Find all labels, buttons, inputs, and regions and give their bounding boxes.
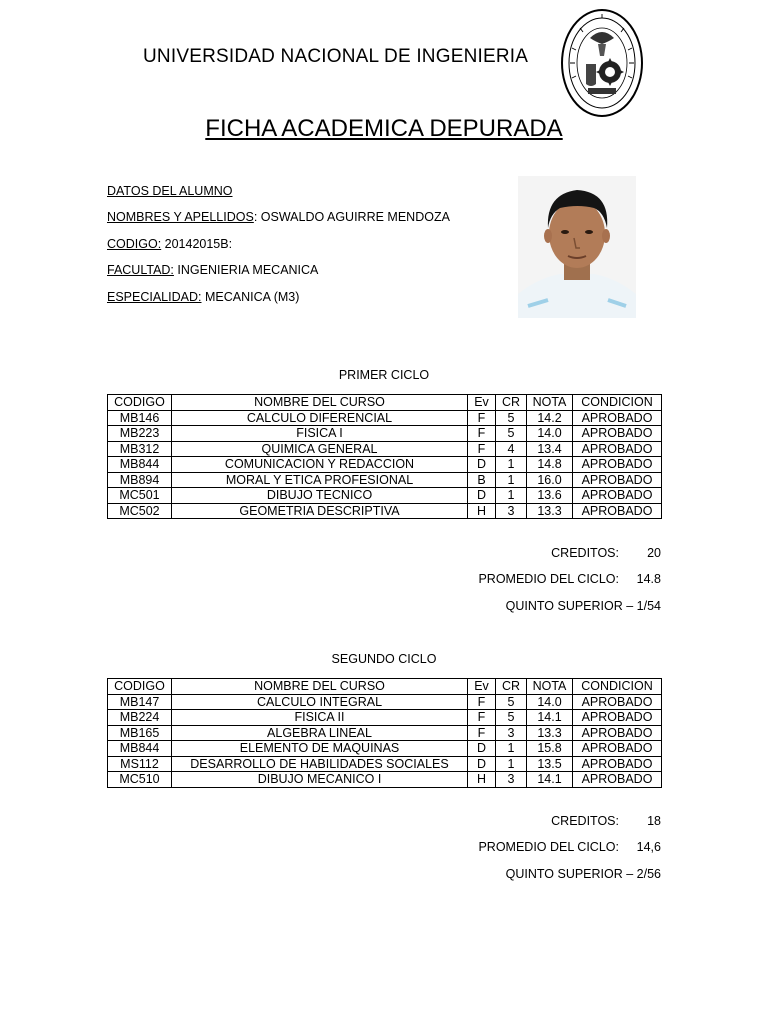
university-name: UNIVERSIDAD NACIONAL DE INGENIERIA <box>143 46 529 67</box>
cell-course: DESARROLLO DE HABILIDADES SOCIALES <box>172 756 468 772</box>
col-codigo: CODIGO <box>108 679 172 695</box>
student-code-line <box>107 237 232 251</box>
cell-course: FISICA II <box>172 710 468 726</box>
cell-condicion: APROBADO <box>573 488 662 504</box>
average-value: 14,6 <box>636 840 661 854</box>
cell-cr: 5 <box>496 694 527 710</box>
cell-condicion: APROBADO <box>573 756 662 772</box>
col-nombre: NOMBRE DEL CURSO <box>172 679 468 695</box>
table-header <box>108 679 662 695</box>
cell-nota: 13.3 <box>527 503 573 519</box>
cell-cr: 3 <box>496 772 527 788</box>
document-title <box>0 115 768 143</box>
specialty-label: ESPECIALIDAD: <box>107 290 202 304</box>
col-ev: Ev <box>468 679 496 695</box>
cell-condicion: APROBADO <box>573 426 662 442</box>
code-value: 20142015B: <box>161 237 233 251</box>
cell-code: MB223 <box>108 426 172 442</box>
cell-ev: F <box>468 410 496 426</box>
cell-cr: 1 <box>496 457 527 473</box>
document-title-text: FICHA ACADEMICA DEPURADA <box>205 115 563 142</box>
average-label: PROMEDIO DEL CICLO: <box>478 840 619 854</box>
cell-course: GEOMETRIA DESCRIPTIVA <box>172 503 468 519</box>
cell-code: MC510 <box>108 772 172 788</box>
university-seal-logo <box>560 8 644 118</box>
cycle-2-rank: QUINTO SUPERIOR – 2/56 <box>505 867 661 881</box>
cycle-1-table <box>107 394 662 519</box>
cell-nota: 14.1 <box>527 772 573 788</box>
cell-nota: 14.8 <box>527 457 573 473</box>
cell-cr: 4 <box>496 441 527 457</box>
cell-condicion: APROBADO <box>573 741 662 757</box>
cell-nota: 13.6 <box>527 488 573 504</box>
cycle-1-rank: QUINTO SUPERIOR – 1/54 <box>505 599 661 613</box>
cell-course: COMUNICACION Y REDACCION <box>172 457 468 473</box>
code-label: CODIGO: <box>107 237 162 251</box>
credits-label: CREDITOS: <box>551 546 619 560</box>
col-nota: NOTA <box>527 395 573 411</box>
cell-ev: F <box>468 725 496 741</box>
student-name-line <box>107 210 450 224</box>
table-row <box>108 457 662 473</box>
cell-code: MB147 <box>108 694 172 710</box>
col-cr: CR <box>496 679 527 695</box>
cycle-2-table <box>107 678 662 788</box>
cell-nota: 14.0 <box>527 694 573 710</box>
header-row <box>108 679 662 695</box>
cell-code: MB894 <box>108 472 172 488</box>
col-nombre: NOMBRE DEL CURSO <box>172 395 468 411</box>
cell-cr: 5 <box>496 426 527 442</box>
table-row <box>108 694 662 710</box>
cell-code: MB224 <box>108 710 172 726</box>
student-section-label: DATOS DEL ALUMNO <box>107 184 233 198</box>
average-value: 14.8 <box>636 572 661 586</box>
cell-ev: F <box>468 694 496 710</box>
cell-course: CALCULO INTEGRAL <box>172 694 468 710</box>
col-nota: NOTA <box>527 679 573 695</box>
cell-condicion: APROBADO <box>573 772 662 788</box>
cell-course: ELEMENTO DE MAQUINAS <box>172 741 468 757</box>
cell-course: CALCULO DIFERENCIAL <box>172 410 468 426</box>
table-row <box>108 725 662 741</box>
cell-course: MORAL Y ETICA PROFESIONAL <box>172 472 468 488</box>
cell-nota: 15.8 <box>527 741 573 757</box>
student-faculty-line <box>107 263 318 277</box>
cell-cr: 1 <box>496 488 527 504</box>
cell-cr: 5 <box>496 710 527 726</box>
table-row <box>108 441 662 457</box>
cell-cr: 3 <box>496 503 527 519</box>
cell-ev: D <box>468 756 496 772</box>
cell-course: QUIMICA GENERAL <box>172 441 468 457</box>
cell-cr: 1 <box>496 756 527 772</box>
specialty-value: MECANICA (M3) <box>201 290 300 304</box>
average-label: PROMEDIO DEL CICLO: <box>478 572 619 586</box>
cell-condicion: APROBADO <box>573 441 662 457</box>
cell-ev: F <box>468 710 496 726</box>
name-value: : OSWALDO AGUIRRE MENDOZA <box>253 210 450 224</box>
cell-condicion: APROBADO <box>573 710 662 726</box>
faculty-label: FACULTAD: <box>107 263 174 277</box>
col-condicion: CONDICION <box>573 395 662 411</box>
cycle-1-title: PRIMER CICLO <box>338 368 430 382</box>
cell-course: DIBUJO TECNICO <box>172 488 468 504</box>
credits-value: 20 <box>647 546 661 560</box>
cell-ev: D <box>468 457 496 473</box>
cell-code: MB844 <box>108 741 172 757</box>
cell-condicion: APROBADO <box>573 410 662 426</box>
cell-ev: D <box>468 741 496 757</box>
cell-ev: B <box>468 472 496 488</box>
cell-code: MC502 <box>108 503 172 519</box>
cell-code: MB146 <box>108 410 172 426</box>
table-row <box>108 772 662 788</box>
student-photo <box>518 176 636 318</box>
cell-ev: F <box>468 441 496 457</box>
cell-nota: 14.2 <box>527 410 573 426</box>
col-condicion: CONDICION <box>573 679 662 695</box>
cell-nota: 14.1 <box>527 710 573 726</box>
table-row <box>108 503 662 519</box>
table-row <box>108 410 662 426</box>
student-specialty-line <box>107 290 299 304</box>
col-cr: CR <box>496 395 527 411</box>
cell-code: MS112 <box>108 756 172 772</box>
cell-nota: 13.5 <box>527 756 573 772</box>
cell-nota: 14.0 <box>527 426 573 442</box>
table-row <box>108 488 662 504</box>
cell-cr: 5 <box>496 410 527 426</box>
cell-condicion: APROBADO <box>573 503 662 519</box>
table-header <box>108 395 662 411</box>
cell-cr: 3 <box>496 725 527 741</box>
cell-condicion: APROBADO <box>573 472 662 488</box>
cell-nota: 13.4 <box>527 441 573 457</box>
credits-label: CREDITOS: <box>551 814 619 828</box>
cell-course: ALGEBRA LINEAL <box>172 725 468 741</box>
cycle-2-title: SEGUNDO CICLO <box>331 652 437 666</box>
table-row <box>108 472 662 488</box>
credits-value: 18 <box>647 814 661 828</box>
table-row <box>108 426 662 442</box>
cell-ev: D <box>468 488 496 504</box>
cell-ev: H <box>468 503 496 519</box>
table-row <box>108 756 662 772</box>
cell-condicion: APROBADO <box>573 694 662 710</box>
cell-condicion: APROBADO <box>573 457 662 473</box>
col-codigo: CODIGO <box>108 395 172 411</box>
cell-code: MC501 <box>108 488 172 504</box>
table-row <box>108 741 662 757</box>
cell-code: MB312 <box>108 441 172 457</box>
cell-cr: 1 <box>496 741 527 757</box>
faculty-value: INGENIERIA MECANICA <box>173 263 319 277</box>
cell-ev: F <box>468 426 496 442</box>
cell-cr: 1 <box>496 472 527 488</box>
name-label: NOMBRES Y APELLIDOS <box>107 210 254 224</box>
col-ev: Ev <box>468 395 496 411</box>
cell-code: MB165 <box>108 725 172 741</box>
header-row <box>108 395 662 411</box>
cell-course: DIBUJO MECANICO I <box>172 772 468 788</box>
table-row <box>108 710 662 726</box>
cell-nota: 13.3 <box>527 725 573 741</box>
cell-condicion: APROBADO <box>573 725 662 741</box>
cell-code: MB844 <box>108 457 172 473</box>
cell-course: FISICA I <box>172 426 468 442</box>
cell-ev: H <box>468 772 496 788</box>
cell-nota: 16.0 <box>527 472 573 488</box>
